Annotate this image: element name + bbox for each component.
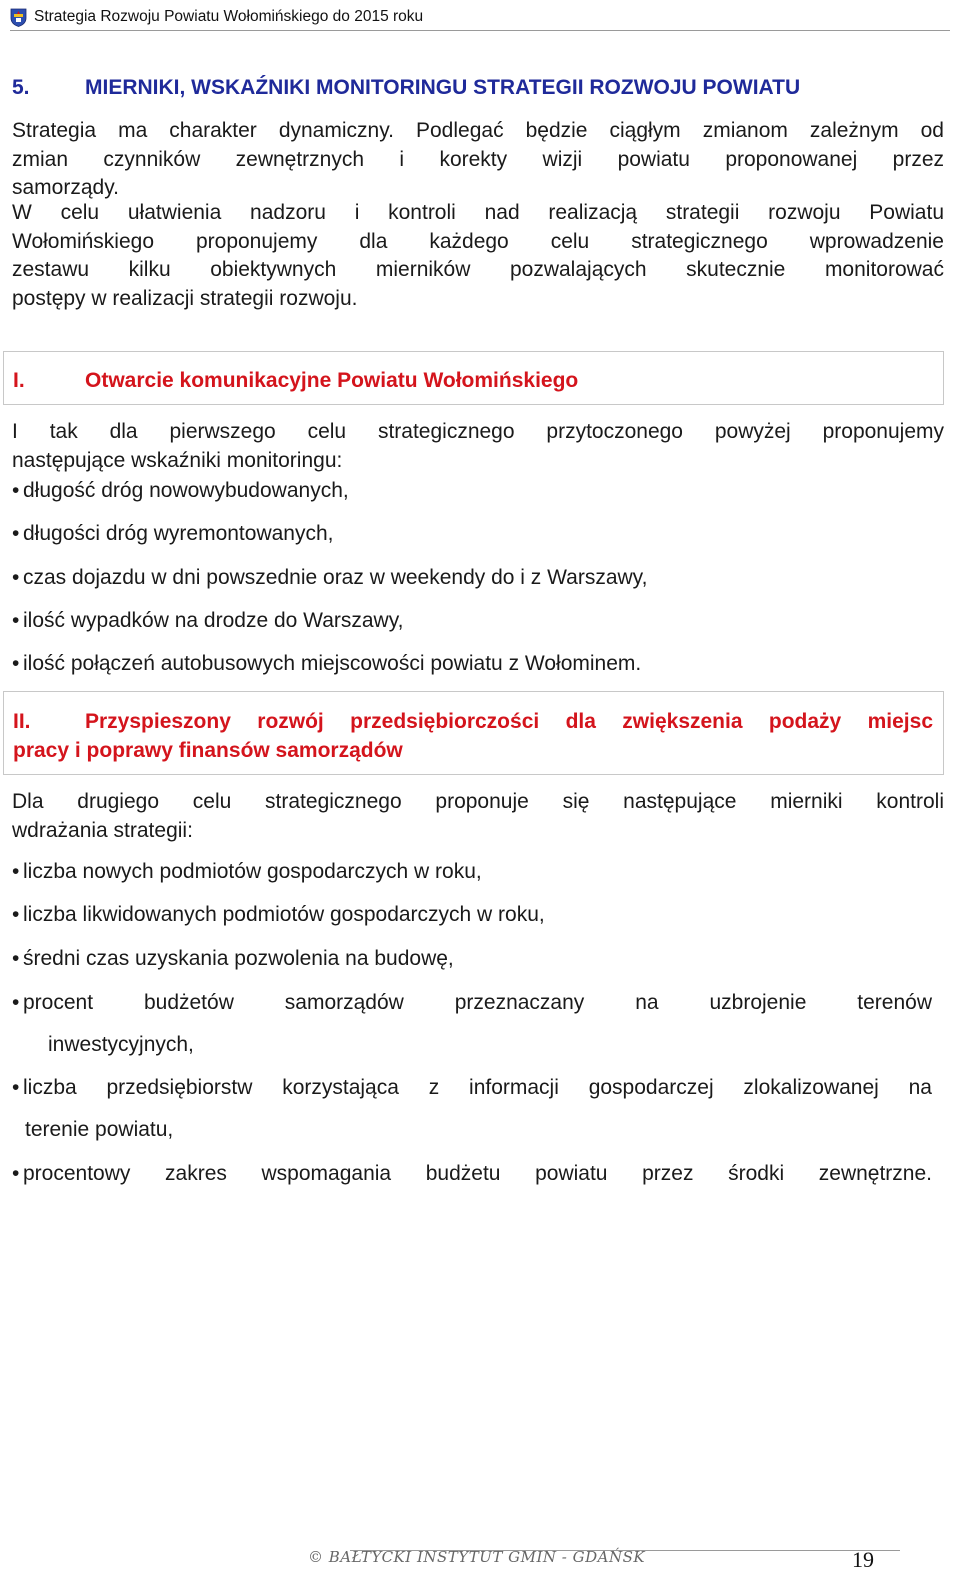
- text-line: samorządy.: [12, 176, 119, 199]
- list-item: • średni czas uzyskania pozwolenia na budowę,: [12, 945, 932, 973]
- list-item: • długości dróg wyremontowanych,: [12, 520, 932, 548]
- list-item: • liczba przedsiębiorstw korzystająca z informacji gospodarczej zlokalizowanej na terenie powiatu,: [12, 1076, 932, 1141]
- goal-1-number: I.: [13, 369, 25, 392]
- goal-2-heading-box: [3, 691, 944, 775]
- list-item: • procentowy zakres wspomagania budżetu powiatu przez środki zewnętrzne.: [12, 1160, 932, 1188]
- text-line: I tak dla pierwszego celu strategicznego przytoczonego powyżej proponujemy: [12, 420, 944, 443]
- bullet-icon: •: [12, 991, 20, 1014]
- goal-2-title-line-2: pracy i poprawy finansów samorządów: [13, 739, 403, 762]
- bullet-icon: •: [12, 1076, 20, 1099]
- list-item: • liczba likwidowanych podmiotów gospodarczych w roku,: [12, 901, 932, 929]
- bullet-icon: •: [12, 860, 20, 883]
- document-title: Strategia Rozwoju Powiatu Wołomińskiego do 2015 roku: [34, 8, 424, 25]
- bullet-icon: •: [12, 479, 20, 502]
- text-line: Strategia ma charakter dynamiczny. Podlegać będzie ciągłym zmianom zależnym od: [12, 119, 944, 142]
- list-item: • długość dróg nowowybudowanych,: [12, 477, 932, 505]
- text-line: zmian czynników zewnętrznych i korekty wizji powiatu proponowanej przez: [12, 147, 944, 171]
- list-item: • liczba nowych podmiotów gospodarczych w roku,: [12, 858, 932, 886]
- text-line: następujące wskaźniki monitoringu:: [12, 448, 343, 472]
- bullet-icon: •: [12, 903, 20, 926]
- paragraph-intro: [12, 117, 944, 203]
- goal-2-title-line-1: Przyspieszony rozwój przedsiębiorczości dla zwiększenia podaży miejsc: [85, 710, 933, 733]
- page-header: [10, 3, 950, 31]
- goal-1-intro: [12, 418, 944, 475]
- list-item: • procent budżetów samorządów przeznaczany na uzbrojenie terenów inwestycyjnych,: [12, 991, 932, 1056]
- bullet-icon: •: [12, 947, 20, 970]
- page-number: 19: [852, 1547, 874, 1572]
- paragraph-purpose: [12, 199, 944, 313]
- goal-1-heading-box: [3, 351, 944, 405]
- text-line: wdrażania strategii:: [12, 818, 193, 842]
- footer-publisher: © BAŁTYCKI INSTYTUT GMIN - GDAŃSK: [308, 1548, 646, 1566]
- bullet-icon: •: [12, 522, 20, 545]
- list-item: • czas dojazdu w dni powszednie oraz w weekendy do i z Warszawy,: [12, 564, 932, 592]
- bullet-icon: •: [12, 652, 20, 675]
- goal-1-title: Otwarcie komunikacyjne Powiatu Wołomińskiego: [85, 369, 579, 392]
- text-line: W celu ułatwienia nadzoru i kontroli nad realizacją strategii rozwoju Powiatu: [12, 201, 944, 224]
- bullet-icon: •: [12, 566, 20, 589]
- coat-of-arms-icon: [10, 8, 27, 27]
- goal-2-number: II.: [13, 710, 31, 733]
- bullet-icon: •: [12, 1162, 20, 1185]
- text-line: zestawu kilku obiektywnych mierników pozwalających skutecznie monitorować: [12, 258, 944, 281]
- list-item: • ilość połączeń autobusowych miejscowości powiatu z Wołominem.: [12, 650, 932, 678]
- bullet-icon: •: [12, 609, 20, 632]
- section-number: 5.: [12, 76, 30, 99]
- list-item: • ilość wypadków na drodze do Warszawy,: [12, 607, 932, 635]
- text-line: postępy w realizacji strategii rozwoju.: [12, 286, 358, 310]
- goal-2-intro: [12, 788, 944, 845]
- section-title: MIERNIKI, WSKAŹNIKI MONITORINGU STRATEGII ROZWOJU POWIATU: [85, 76, 801, 99]
- text-line: Wołomińskiego proponujemy dla każdego celu strategicznego wprowadzenie: [12, 229, 944, 253]
- text-line: Dla drugiego celu strategicznego proponuje się następujące mierniki kontroli: [12, 790, 944, 813]
